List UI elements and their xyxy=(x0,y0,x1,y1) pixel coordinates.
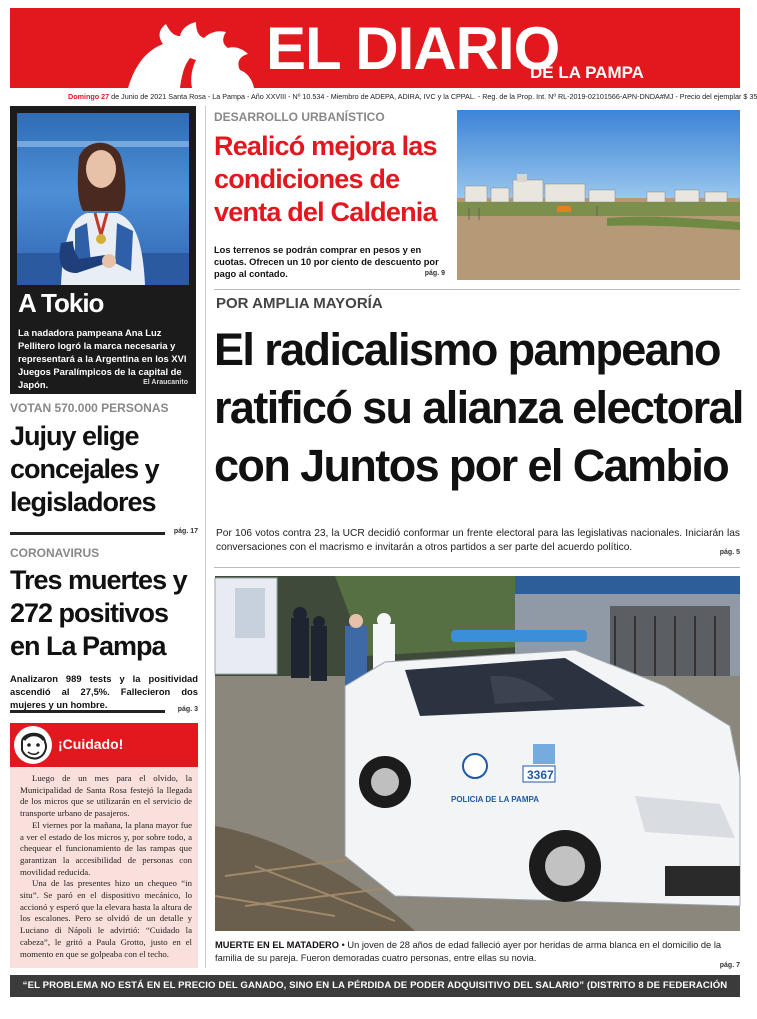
main-kicker: POR AMPLIA MAYORÍA xyxy=(216,295,383,312)
caldenia-kicker: DESARROLLO URBANÍSTICO xyxy=(214,110,385,124)
police-car-photo xyxy=(215,576,740,931)
cuidado-paragraph: Una de las presentes hizo un chequeo “in situ”. Se paró en el dispositivo mecánico, lo accionó y esperó que la elevara hasta la altura de los escalones. Pero se olvidó de un detalle y Luciano di Nápoli le advirtió: “Cuidado la cabeza”, le gritó a Paula Grotto, justo en el momento en que se golpeaba con el techo. xyxy=(20,878,192,959)
covid-page-ref: pág. 3 xyxy=(177,706,198,713)
caldenia-summary: Los terrenos se podrán comprar en pesos y en cuotas. Ofrecen un 10 por ciento de descuento por pago al contado. xyxy=(214,245,439,279)
calden-tree-logo-icon xyxy=(118,22,258,88)
matadero-caption-lead[interactable]: MUERTE EN EL MATADERO xyxy=(215,940,339,950)
covid-headline[interactable]: Tres muertes y 272 positivos en La Pampa xyxy=(10,565,187,661)
tokio-summary: La nadadora pampeana Ana Luz Pellitero logró la marca necesaria y representará a la Argentina en los XVI Juegos Paralímpicos de la capital de Japón. xyxy=(18,327,187,390)
masthead xyxy=(10,8,740,88)
section-divider xyxy=(214,289,740,290)
main-summary: Por 106 votos contra 23, la UCR decidió conformar un frente electoral para las legislativas nacionales. Iniciarán las conversaciones con el macrismo e invitarán a otros partidos a ser parte del acuerdo político. xyxy=(216,528,740,553)
cuidado-paragraph: Luego de un mes para el olvido, la Municipalidad de Santa Rosa festejó la llegada de los micros que se utilizarán en el servicio de transporte urbano de pasajeros. xyxy=(20,773,192,819)
cuidado-column xyxy=(10,723,198,968)
jujuy-headline[interactable]: Jujuy elige concejales y legisladores xyxy=(10,421,159,517)
jujuy-kicker: VOTAN 570.000 PERSONAS xyxy=(10,401,169,415)
swimmer-illustration xyxy=(17,113,189,285)
main-headline[interactable]: El radicalismo pampeano ratificó su alianza electoral con Juntos por el Cambio xyxy=(214,324,743,491)
covid-kicker: CORONAVIRUS xyxy=(10,546,100,560)
cuidado-title: ¡Cuidado! xyxy=(58,736,124,752)
dateline-date: Domingo 27 xyxy=(68,92,110,101)
car-label: POLICIA DE LA PAMPA xyxy=(451,795,539,804)
cuidado-paragraph: El viernes por la mañana, la plana mayor fue a ver el estado de los micros y, por sobre todo, a chequear el funcionamiento de las rampas que garantizan la accesibilidad de personas con movilidad reducida. xyxy=(20,819,192,877)
caldenia-headline[interactable]: Realicó mejora las condiciones de venta del Caldenia xyxy=(214,131,437,227)
newspaper-subtitle: DE LA PAMPA xyxy=(530,63,644,82)
car-number: 3367 xyxy=(527,768,554,782)
jujuy-divider xyxy=(10,532,165,535)
cartoon-face-icon xyxy=(14,726,52,764)
swimmer-photo xyxy=(17,113,189,285)
matadero-caption xyxy=(215,939,740,964)
jujuy-page-ref: pág. 17 xyxy=(173,528,198,535)
matadero-caption-text: • Un joven de 28 años de edad falleció ayer por heridas de arma blanca en el domicilio de la familia de su pareja. Fueron demoradas cuatro personas, entre ellas su novia. xyxy=(215,940,722,963)
covid-divider xyxy=(10,710,165,713)
newspaper-title: EL DIARIO xyxy=(266,15,560,82)
covid-summary: Analizaron 989 tests y la positividad ascendió al 27,5%. Fallecieron dos mujeres y un hombre. xyxy=(10,673,198,710)
cuidado-body xyxy=(20,773,192,960)
dateline xyxy=(68,92,757,101)
tokio-headline: A Tokio xyxy=(18,288,104,318)
dateline-text: de Junio de 2021 Santa Rosa - La Pampa - Año XXVIII - Nº 10.534 - Miembro de ADEPA, ADIRA, IVC y la CPPAL. - Reg. de la Prop. Int. Nº RL-2019-02101566-APN-DNDA#MJ - Precio del ejemplar $ 35 xyxy=(109,92,757,101)
main-page-ref: pág. 5 xyxy=(719,549,740,556)
caldenia-neighborhood-photo xyxy=(457,110,740,280)
footer-quote[interactable]: “EL PROBLEMA NO ESTÁ EN EL PRECIO DEL GANADO, SINO EN LA PÉRDIDA DE PODER ADQUISITIVO DEL SALARIO” (DISTRITO 8 DE FEDERACIÓN AGRARIA). PÁG. 11 xyxy=(10,975,740,997)
section-divider xyxy=(214,567,740,568)
matadero-page-ref: pág. 7 xyxy=(719,962,740,969)
caldenia-page-ref: pág. 9 xyxy=(424,270,445,277)
column-separator xyxy=(205,106,206,968)
tokio-story[interactable] xyxy=(10,106,196,394)
cuidado-header xyxy=(10,723,198,767)
tokio-credit: El Araucanito xyxy=(143,379,188,386)
